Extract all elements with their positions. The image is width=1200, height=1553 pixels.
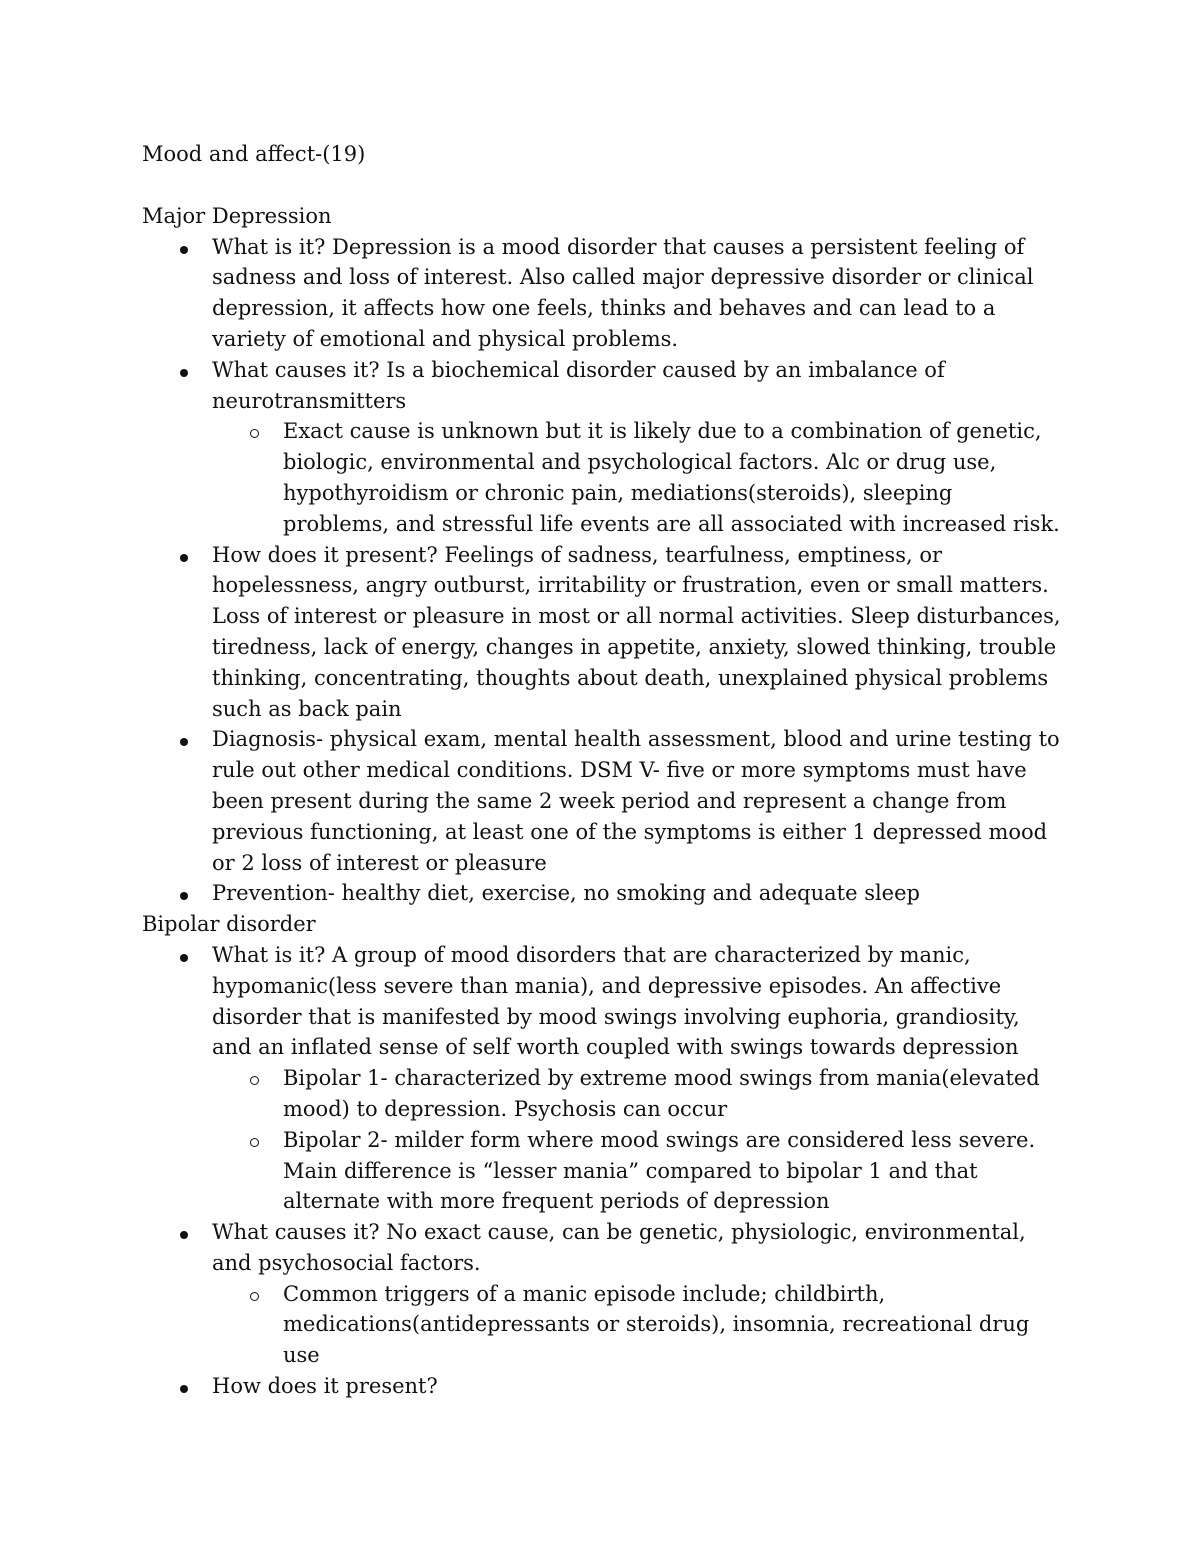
list-item-text: How does it present?	[212, 1374, 438, 1399]
circle-bullet-icon	[250, 1138, 259, 1147]
list-item-text: Prevention- healthy diet, exercise, no smoking and adequate sleep	[212, 881, 920, 906]
sub-list	[142, 1063, 1062, 1217]
bullet-icon	[180, 369, 188, 377]
bullet-list	[142, 232, 1062, 910]
list-item-text: Diagnosis- physical exam, mental health assessment, blood and urine testing to rule out other medical conditions. DSM V- five or more symptoms must have been present during the same 2 week period and represent a change from previous functioning, at least one of the symptoms is either 1 depressed mood or 2 loss of interest or pleasure	[212, 727, 1060, 875]
section-heading: Bipolar disorder	[142, 912, 316, 937]
list-item	[142, 878, 1062, 909]
sub-list	[142, 416, 1062, 539]
sub-list-item-text: Bipolar 2- milder form where mood swings are considered less severe. Main difference is “lesser mania” compared to bipolar 1 and that alternate with more frequent periods of depression	[283, 1127, 1036, 1214]
list-item-text: What is it? A group of mood disorders that are characterized by manic, hypomanic(less severe than mania), and depressive episodes. An affective disorder that is manifested by mood swings involving euphoria, grandiosity, and an inflated sense of self worth coupled with swings towards depression	[212, 942, 1020, 1060]
bullet-icon	[180, 954, 188, 962]
list-item-text: How does it present? Feelings of sadness, tearfulness, emptiness, or hopelessness, angry outburst, irritability or frustration, even or small matters. Loss of interest or pleasure in most or all normal activities. Sleep disturbances, tiredness, lack of energy, changes in appetite, anxiety, slowed thinking, trouble thinking, concentrating, thoughts about death, unexplained physical problems such as back pain	[212, 542, 1061, 721]
bullet-icon	[180, 1231, 188, 1239]
bullet-icon	[180, 892, 188, 900]
sections-container	[142, 201, 1062, 1402]
list-item-text: What is it? Depression is a mood disorder that causes a persistent feeling of sadness and loss of interest. Also called major depressive disorder or clinical depression, it affects how one feels, thinks and behaves and can lead to a variety of emotional and physical problems.	[212, 234, 1034, 351]
document-body	[142, 139, 1062, 1402]
list-item	[142, 940, 1062, 1063]
page-title: Mood and affect-(19)	[142, 142, 366, 166]
list-item	[142, 724, 1062, 878]
sub-list-item-text: Bipolar 1- characterized by extreme mood swings from mania(elevated mood) to depression. Psychosis can occur	[283, 1066, 1040, 1121]
sub-list-item	[142, 1279, 1062, 1371]
bullet-icon	[180, 554, 188, 562]
section-heading: Major Depression	[142, 203, 332, 228]
sub-list-item	[142, 416, 1062, 539]
list-item	[142, 1371, 1062, 1402]
list-item	[142, 355, 1062, 417]
circle-bullet-icon	[250, 429, 259, 438]
list-item	[142, 540, 1062, 725]
list-item	[142, 232, 1062, 355]
sub-list	[142, 1279, 1062, 1371]
sub-list-item-text: Exact cause is unknown but it is likely due to a combination of genetic, biologic, environmental and psychological factors. Alc or drug use, hypothyroidism or chronic pain, mediations(steroids), sleeping problems, and stressful life events are all associated with increased risk.	[283, 419, 1060, 536]
circle-bullet-icon	[250, 1292, 259, 1301]
bullet-list	[142, 940, 1062, 1402]
sub-list-item-text: Common triggers of a manic episode include; childbirth, medications(antidepressants or steroids), insomnia, recreational drug use	[283, 1281, 1030, 1368]
bullet-icon	[180, 1385, 188, 1393]
sub-list-item	[142, 1063, 1062, 1125]
sub-list-item	[142, 1125, 1062, 1217]
circle-bullet-icon	[250, 1076, 259, 1085]
bullet-icon	[180, 246, 188, 254]
list-item-text: What causes it? No exact cause, can be genetic, physiologic, environmental, and psychosocial factors.	[212, 1220, 1026, 1275]
list-item	[142, 1217, 1062, 1279]
list-item-text: What causes it? Is a biochemical disorder caused by an imbalance of neurotransmitters	[212, 357, 945, 413]
bullet-icon	[180, 738, 188, 746]
